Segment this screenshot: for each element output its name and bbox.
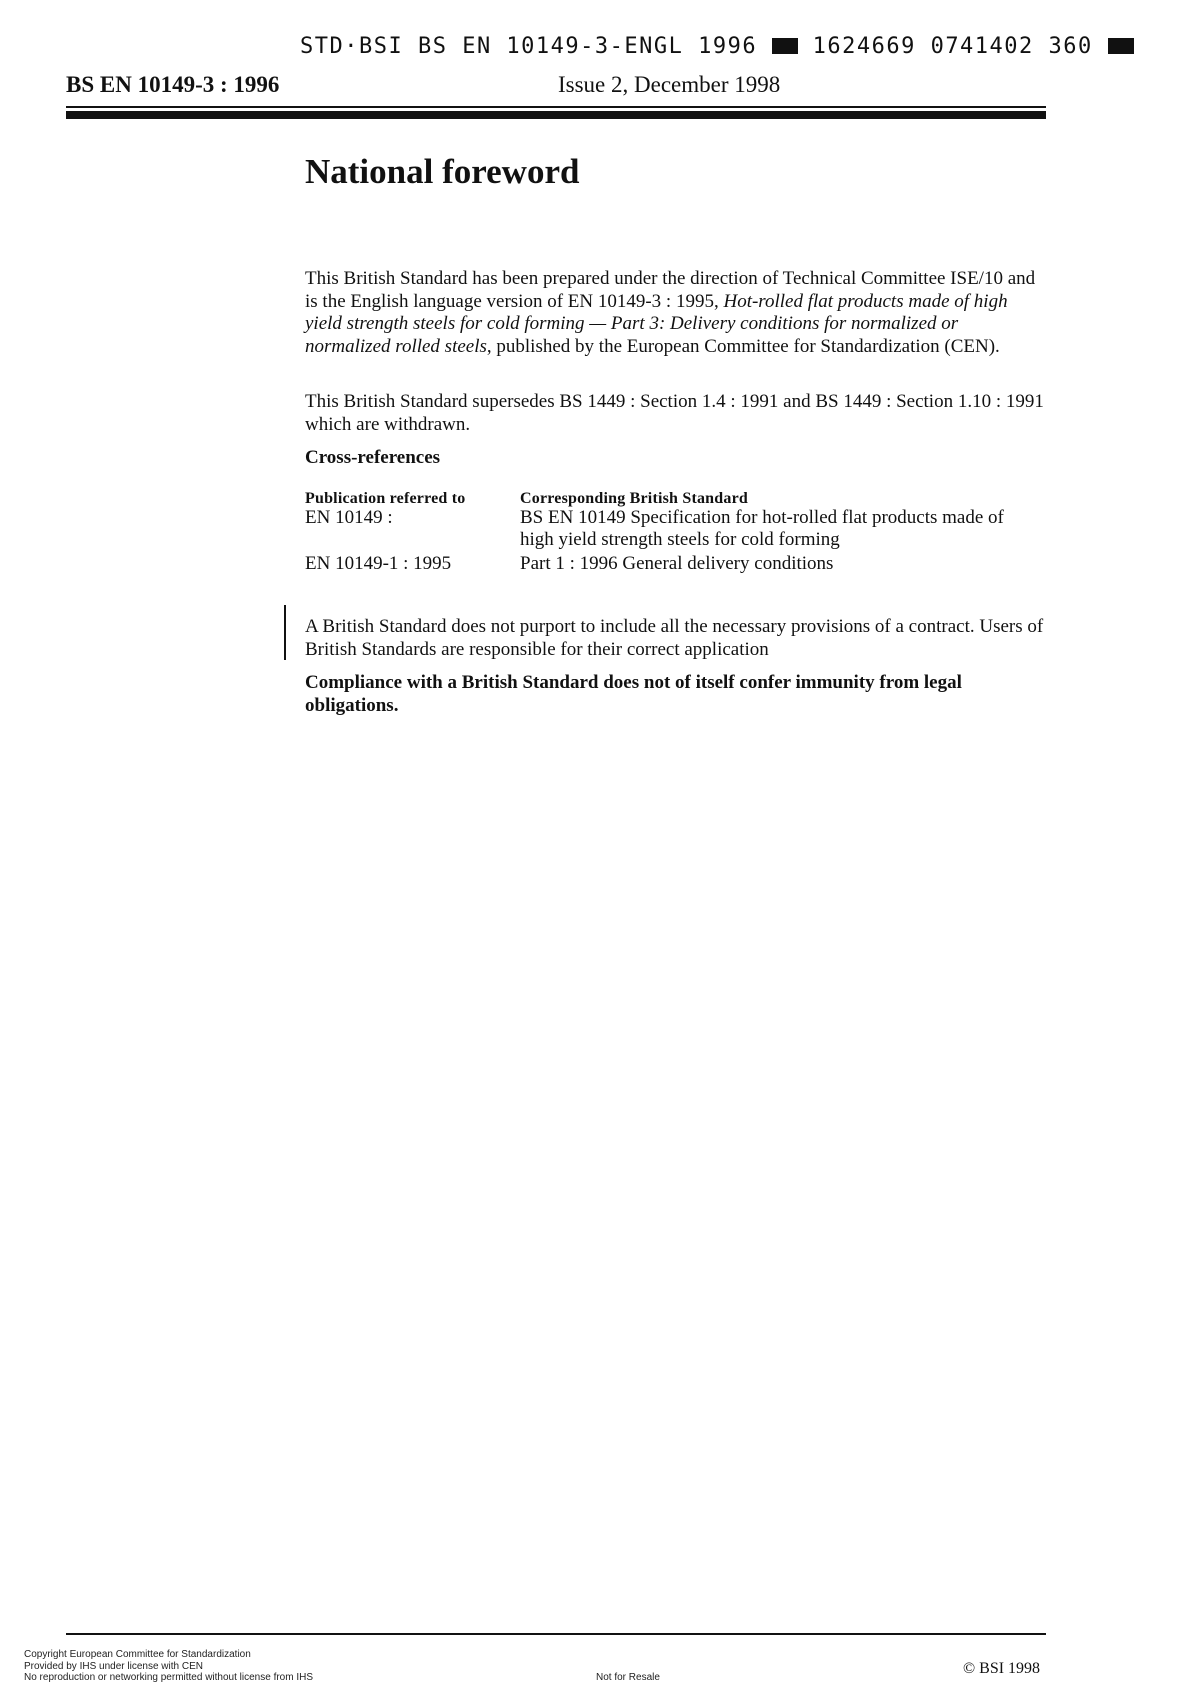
- xref-row-1-standard: BS EN 10149 Specification for hot-rolled flat products made of high yield strength steels for cold forming: [520, 507, 1004, 550]
- paragraph-1-text-b: , published by the European Committee for Standardization (CEN).: [486, 335, 1000, 357]
- document-code-line: [300, 34, 1134, 59]
- col-header-publication: Publication referred to: [305, 490, 466, 507]
- barcode-block-end: [1108, 38, 1134, 54]
- compliance-statement: Compliance with a British Standard does not of itself confer immunity from legal obligations.: [305, 672, 962, 716]
- standard-id: BS EN 10149-3 : 1996: [66, 72, 280, 97]
- issue-date: Issue 2, December 1998: [558, 72, 781, 97]
- document-code-numbers: 1624669 0741402 360: [812, 34, 1093, 59]
- col-header-standard: Corresponding British Standard: [520, 490, 748, 507]
- page-title: National foreword: [305, 152, 580, 191]
- document-code-text: STD·BSI BS EN 10149-3-ENGL 1996: [300, 34, 758, 59]
- license-notice: [24, 1649, 313, 1684]
- xref-row-2-standard: Part 1 : 1996 General delivery conditions: [520, 553, 834, 574]
- xref-row-1-publication: EN 10149 :: [305, 507, 393, 528]
- barcode-block: [772, 38, 798, 54]
- license-line-2: Provided by IHS under license with CEN: [24, 1660, 203, 1672]
- paragraph-1-italic-title: Hot-rolled flat products made of high yield strength steels for cold forming — Part 3: Delivery conditions for normalized or normalized rolled steels: [305, 290, 1008, 357]
- cross-references-heading: Cross-references: [305, 447, 441, 468]
- foreword-paragraph-3: A British Standard does not purport to include all the necessary provisions of a contract. Users of British Standards are responsible for their correct application: [305, 616, 1044, 660]
- license-line-3: No reproduction or networking permitted without license from IHS: [24, 1672, 314, 1683]
- copyright-notice: © BSI 1998: [963, 1660, 1041, 1677]
- header-rule-thin: [66, 106, 1046, 108]
- change-bar: [284, 605, 286, 660]
- header-rule-thick: [66, 111, 1046, 119]
- foreword-paragraph-2: This British Standard supersedes BS 1449 : Section 1.4 : 1991 and BS 1449 : Section 1.10 : 1991 which are withdrawn.: [305, 391, 1044, 435]
- footer-rule: [66, 1633, 1046, 1635]
- xref-row-2-publication: EN 10149-1 : 1995: [305, 553, 452, 574]
- paragraph-1-text-a: This British Standard has been prepared under the direction of Technical Committee ISE/10 and is the English language version of EN 10149-3 : 1995,: [305, 268, 1036, 312]
- license-line-1: Copyright European Committee for Standardization: [24, 1649, 251, 1660]
- not-for-resale: Not for Resale: [596, 1672, 660, 1683]
- foreword-paragraph-1: [305, 268, 1045, 358]
